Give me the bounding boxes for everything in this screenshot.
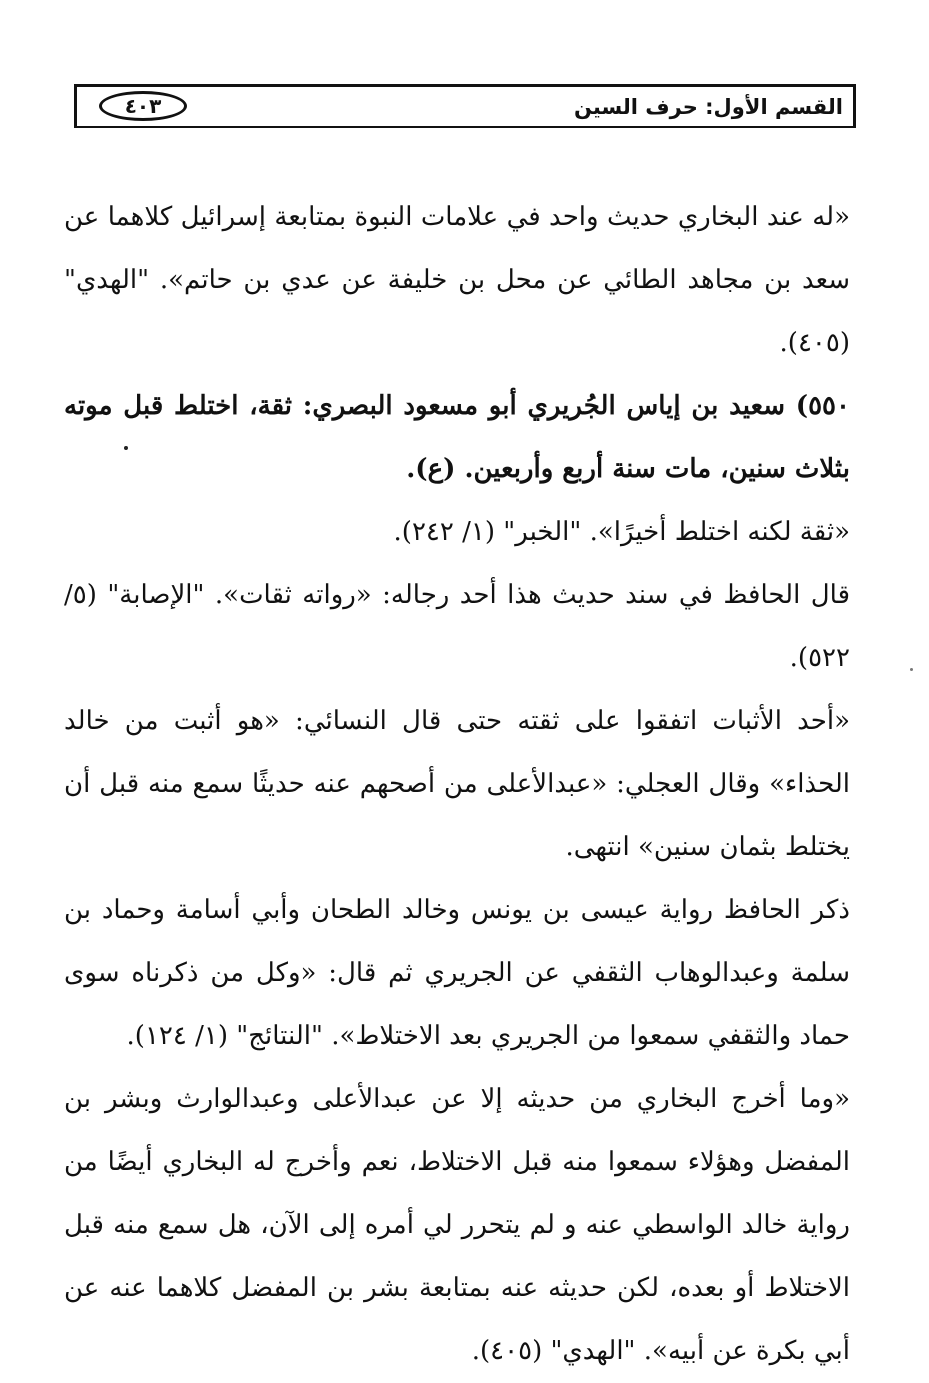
paragraph-isaba-quote: قال الحافظ في سند حديث هذا أحد رجاله: «رواته ثقات». "الإصابة" (٥/ ٥٢٢). — [64, 580, 850, 673]
ink-speck — [124, 446, 128, 450]
section-title: القسم الأول: حرف السين — [574, 95, 843, 119]
paragraph-nasai-quote: «أحد الأثبات اتفقوا على ثقته حتى قال النسائي: «هو أثبت من خالد الحذاء» وقال العجلي: «عبدالأعلى من أصحهم عنه حديثًا سمع منه قبل أن يختلط بثمان سنين» انتهى. — [64, 706, 850, 862]
paragraph-hadi-quote: «له عند البخاري حديث واحد في علامات النبوة بمتابعة إسرائيل كلاهما عن سعد بن مجاهد الطائي عن محل بن خليفة عن عدي بن حاتم». "الهدي" (٤٠٥). — [64, 202, 850, 358]
page-number-badge: ٤٠٣ — [99, 91, 187, 121]
paragraph-khabar-quote: «ثقة لكنه اختلط أخيرًا». "الخبر" (١/ ٢٤٢). — [393, 517, 850, 547]
entry-text: سعيد بن إياس الجُريري أبو مسعود البصري: ثقة، اختلط قبل موته بثلاث سنين، مات سنة أربع وأربعين. (ع). — [64, 391, 850, 484]
narrator-entry — [64, 375, 850, 501]
scan-speck — [910, 668, 913, 671]
paragraph-nataij-quote: ذكر الحافظ رواية عيسى بن يونس وخالد الطحان وأبي أسامة وحماد بن سلمة وعبدالوهاب الثقفي عن الجريري ثم قال: «وكل من ذكرناه سوى حماد والثقفي سمعوا من الجريري بعد الاختلاط». "النتائج" (١/ ١٢٤). — [64, 895, 850, 1051]
entry-number: ٥٥٠) — [795, 391, 850, 421]
page-header — [74, 84, 856, 128]
page-body — [64, 186, 850, 1383]
paragraph-bukhari-quote: «وما أخرج البخاري من حديثه إلا عن عبدالأعلى وعبدالوارث وبشر بن المفضل وهؤلاء سمعوا منه قبل الاختلاط، نعم وأخرج له البخاري أيضًا من رواية خالد الواسطي عنه و لم يتحرر لي أمره إلى الآن، هل سمع منه قبل الاختلاط أو بعده، لكن حديثه عنه بمتابعة بشر بن المفضل كلاهما عنه عن أبي بكرة عن أبيه». "الهدي" (٤٠٥). — [64, 1084, 851, 1366]
